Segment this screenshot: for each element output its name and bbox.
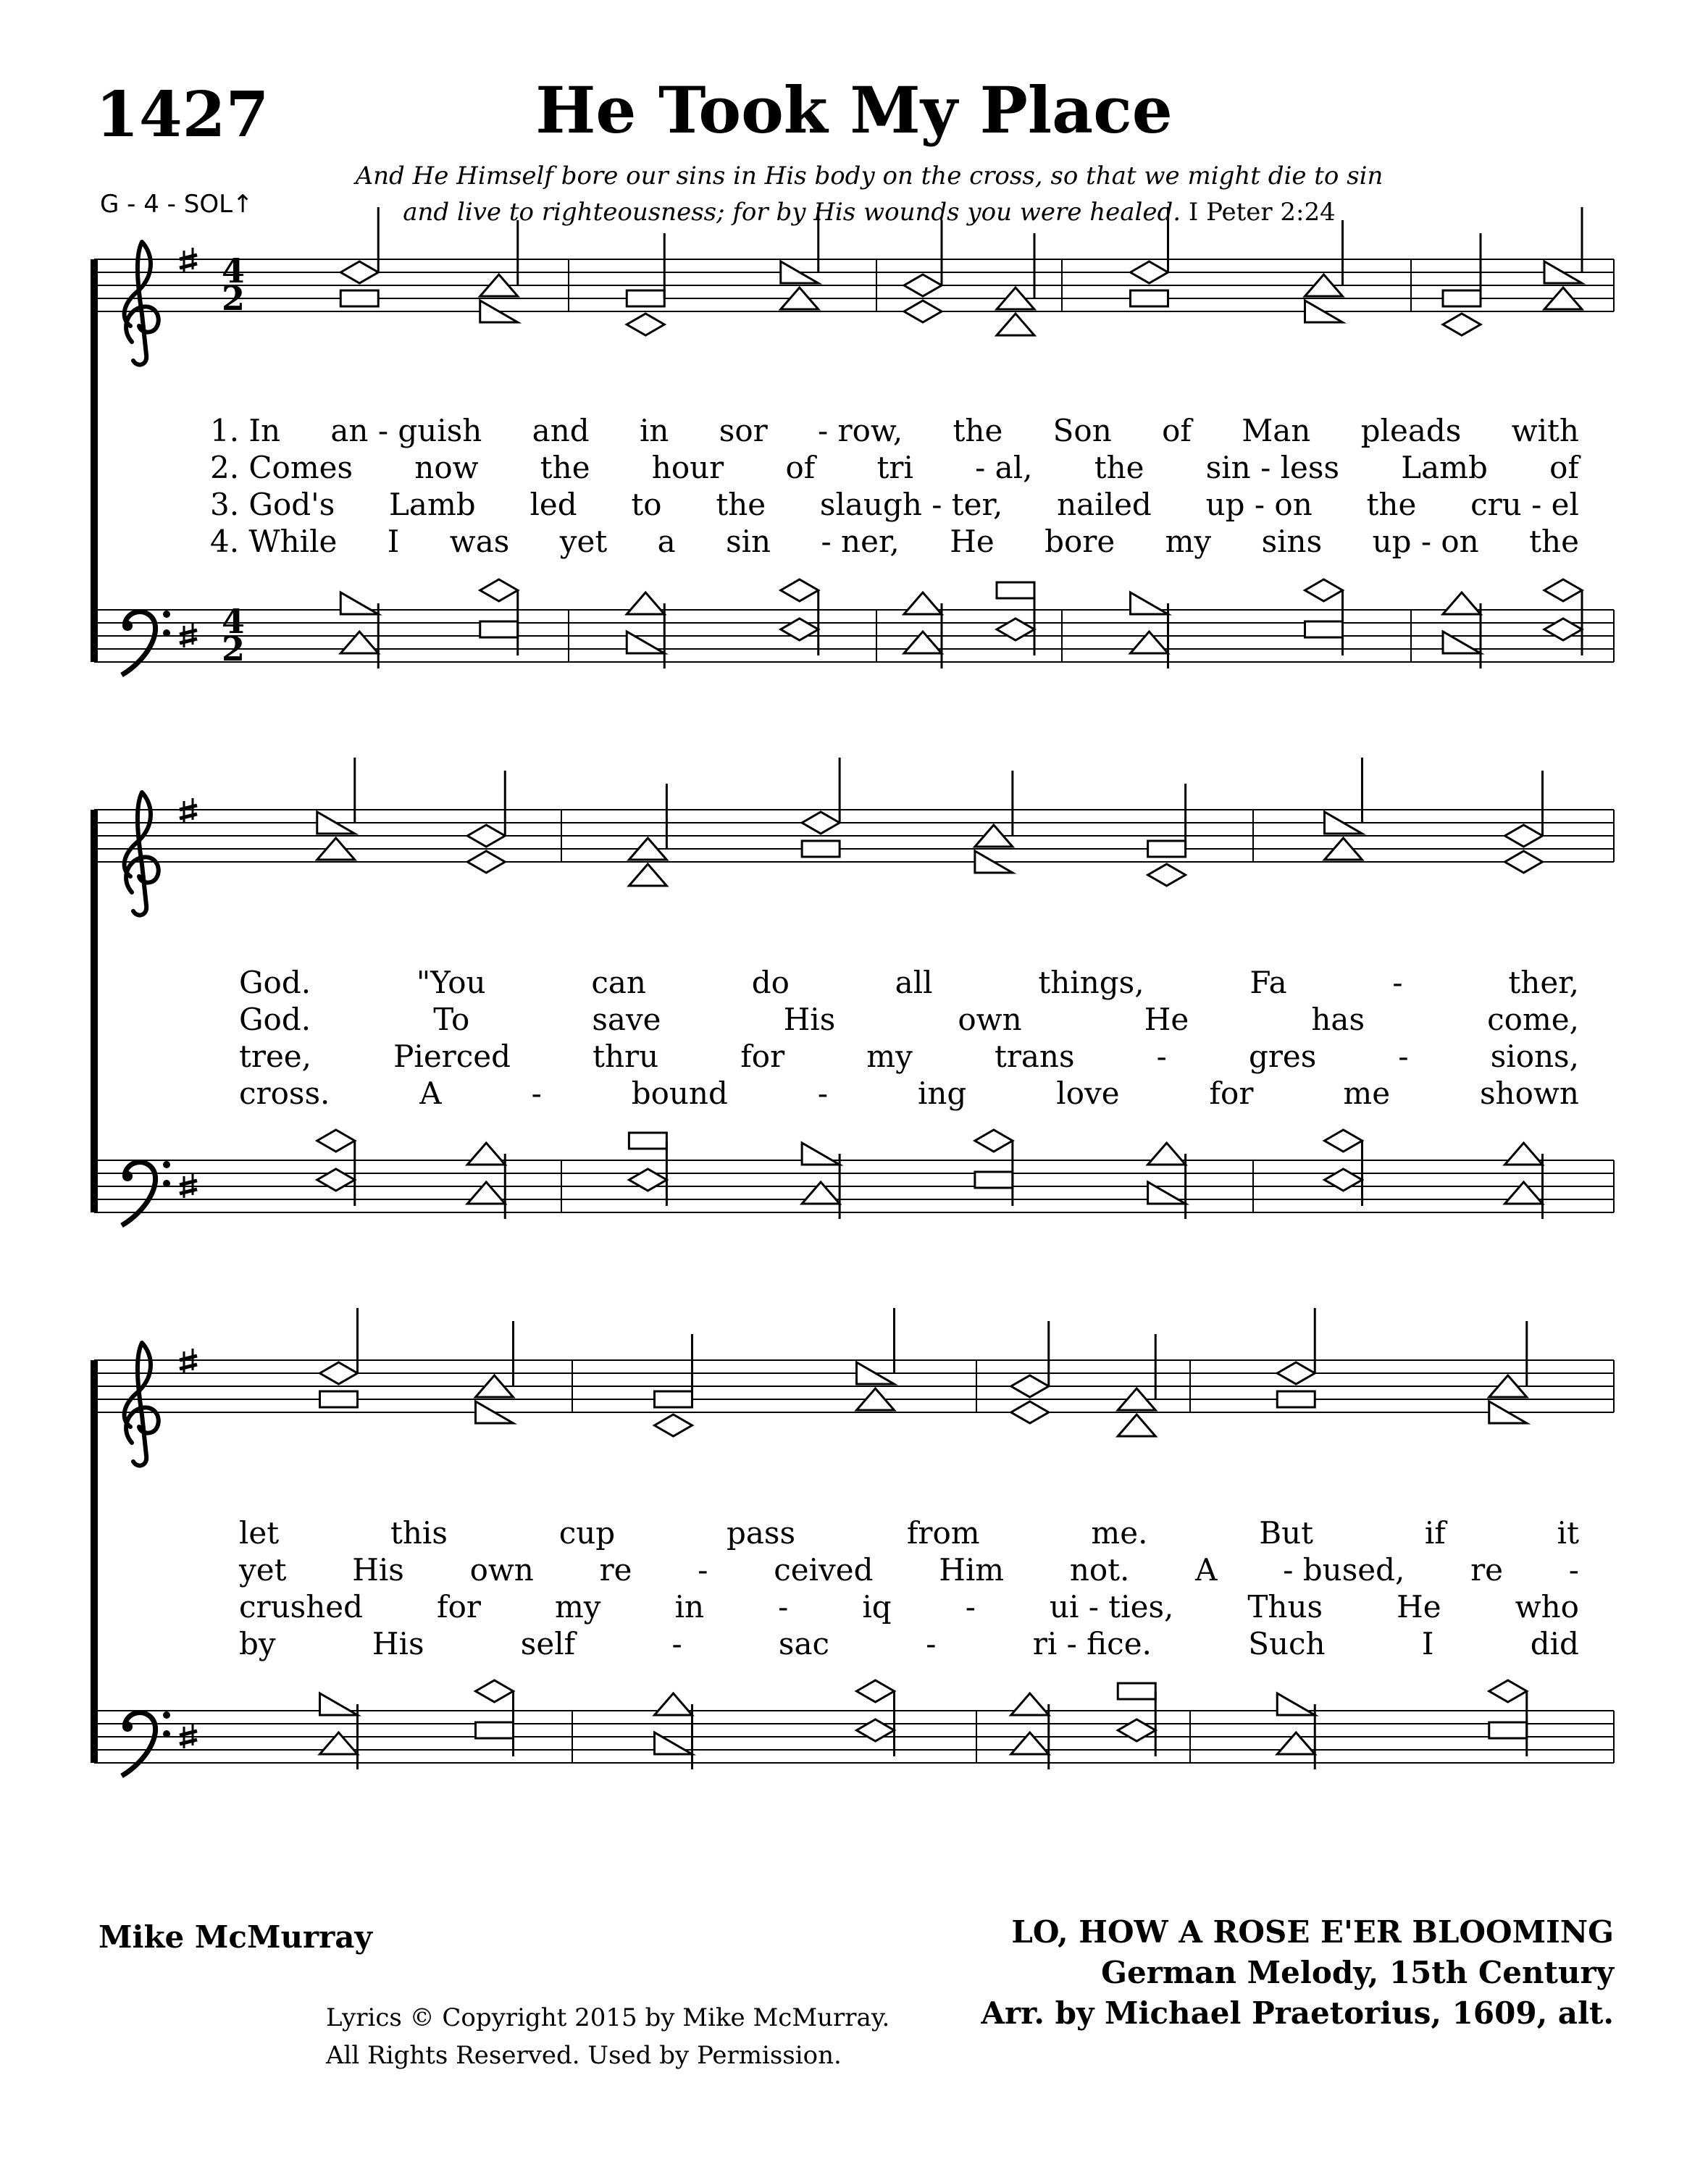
lyric-syllable: love [1056,1076,1120,1111]
lyric-syllable: - [531,1076,542,1111]
verse-line [239,1626,1579,1661]
hymn-title: He Took My Place [535,72,1173,148]
lyric-syllable: - [1392,965,1403,1000]
lyric-syllable: who [1515,1589,1579,1625]
hymn-number: 1427 [96,78,269,151]
lyric-syllable: bound [631,1076,728,1111]
lyric-syllable: it [1557,1515,1579,1551]
lyric-syllable: iq [862,1589,892,1625]
lyric-syllable: ther, [1508,965,1579,1000]
lyric-syllable: was [449,524,510,559]
lyric-syllable: His [372,1626,424,1661]
lyric-syllable: to [631,487,662,522]
lyric-syllable: - [1156,1039,1167,1074]
lyric-syllable: pleads [1360,413,1462,448]
verse-line [239,1552,1579,1588]
lyric-syllable: Lamb [1401,450,1488,485]
lyric-syllable: re [1470,1552,1504,1588]
lyric-syllable: - ner, [821,524,900,559]
lyric-syllable: shown [1480,1076,1579,1111]
lyric-syllable: pass [727,1515,796,1551]
lyric-syllable: from [906,1515,980,1551]
verse-line [239,1076,1579,1111]
lyric-syllable: Man [1242,413,1311,448]
copyright-line-1: Lyrics © Copyright 2015 by Mike McMurray. [326,2003,890,2032]
lyric-syllable: A [1195,1552,1218,1588]
lyric-syllable: - bused, [1283,1552,1405,1588]
lyric-syllable: of [785,450,816,485]
lyric-syllable: "You [416,965,486,1000]
lyric-syllable: cru - el [1470,487,1579,522]
tune-name: LO, HOW A ROSE E'ER BLOOMING [1011,1914,1614,1950]
lyric-syllable: yet [239,1552,287,1588]
lyric-syllable: - [671,1626,682,1661]
lyric-syllable: Son [1052,413,1112,448]
lyric-syllable: Pierced [393,1039,511,1074]
lyric-syllable: yet [559,524,608,559]
lyric-syllable: Him [939,1552,1005,1588]
lyric-syllable: the [716,487,766,522]
lyric-syllable: the [1529,524,1579,559]
lyric-syllable: me [1343,1076,1391,1111]
lyric-syllable: this [390,1515,448,1551]
scripture-line-1: And He Himself bore our sins in His body on the cross, so that we might die to sin [355,162,1383,190]
lyric-syllable: tree, [239,1039,312,1074]
lyric-syllable: - [965,1589,976,1625]
lyric-syllable: my [1165,524,1212,559]
lyric-syllable: all [895,965,933,1000]
lyric-syllable: nailed [1057,487,1152,522]
key-label: G - 4 - SOL↑ [100,190,254,219]
copyright-notice [326,1999,889,2074]
verse-line [239,1515,1579,1551]
lyric-syllable: self [520,1626,576,1661]
lyric-syllable: - [778,1589,789,1625]
lyric-syllable: I [1421,1626,1434,1661]
lyric-syllable: in [674,1589,705,1625]
lyric-syllable: slaugh - ter, [819,487,1003,522]
lyric-syllable: for [740,1039,785,1074]
lyric-syllable: - [1568,1552,1579,1588]
lyric-syllable: crushed [239,1589,363,1625]
tune-info [981,1912,1614,2034]
lyric-syllable: cup [558,1515,616,1551]
lyric-syllable: ri - fice. [1032,1626,1152,1661]
lyric-syllable: - [817,1076,829,1111]
lyric-syllable: of [1162,413,1192,448]
lyric-syllable: ing [917,1076,967,1111]
lyric-syllable: sac [778,1626,830,1661]
time-signature-top: 4 [221,602,246,641]
lyric-syllable: in [639,413,669,448]
lyric-syllable: own [469,1552,534,1588]
verse-line [239,1039,1579,1074]
scripture-reference: I Peter 2:24 [1188,198,1336,227]
lyric-syllable: re [599,1552,632,1588]
lyric-syllable: an - guish [330,413,482,448]
lyric-syllable: sions, [1490,1039,1579,1074]
time-signature-top: 4 [221,251,246,290]
verse-line [210,487,1579,522]
lyric-syllable: a [657,524,676,559]
lyric-syllable: save [592,1002,661,1037]
lyric-syllable: - row, [818,413,903,448]
lyric-syllable: bore [1045,524,1115,559]
lyric-syllable: let [239,1515,280,1551]
lyric-syllable: sins [1261,524,1323,559]
lyric-syllable: His [352,1552,404,1588]
lyric-syllable: God. [239,1002,311,1037]
lyric-syllable: my [554,1589,601,1625]
copyright-line-2: All Rights Reserved. Used by Permission. [326,2041,842,2070]
lyric-syllable: the [540,450,590,485]
time-signature-bottom: 2 [221,279,246,318]
lyric-syllable: gres [1248,1039,1317,1074]
verse-line [239,1589,1579,1625]
lyric-syllable: thru [593,1039,659,1074]
lyric-syllable: with [1511,413,1579,448]
lyric-syllable: me. [1091,1515,1148,1551]
lyric-syllable: the [1094,450,1144,485]
lyric-syllable: - [698,1552,708,1588]
lyric-syllable: cross. [239,1076,330,1111]
lyric-syllable: 3. God's [210,487,335,522]
lyric-syllable: - [1398,1039,1409,1074]
lyric-syllable: To [433,1002,470,1037]
lyric-syllable: hour [651,450,724,485]
lyric-syllable: has [1311,1002,1365,1037]
lyric-syllable: come, [1487,1002,1579,1037]
lyric-syllable: sor [719,413,768,448]
lyric-syllable: A [419,1076,442,1111]
lyric-syllable: for [1209,1076,1254,1111]
lyric-syllable: the [953,413,1003,448]
time-signature-bottom: 2 [221,629,246,668]
lyric-syllable: Thus [1247,1589,1323,1625]
lyric-syllable: His [783,1002,836,1037]
lyric-syllable: 2. Comes [210,450,353,485]
arranger: Arr. by Michael Praetorius, 1609, alt. [981,1995,1614,2031]
lyric-syllable: for [437,1589,481,1625]
lyric-syllable: by [239,1626,276,1661]
lyric-syllable: He [950,524,995,559]
lyric-syllable: up - on [1372,524,1479,559]
lyric-syllable: Such [1248,1626,1326,1661]
lyric-syllable: trans [994,1039,1075,1074]
lyric-syllable: sin [726,524,771,559]
lyric-syllable: But [1259,1515,1314,1551]
lyric-syllable: Lamb [389,487,476,522]
lyric-syllable: can [591,965,646,1000]
lyric-syllable: up - on [1205,487,1313,522]
lyric-syllable: - [926,1626,937,1661]
lyric-syllable: 1. In [210,413,281,448]
lyric-syllable: God. [239,965,311,1000]
lyric-syllable: ui - ties, [1049,1589,1174,1625]
lyric-syllable: not. [1069,1552,1130,1588]
lyric-syllable: He [1144,1002,1189,1037]
verse-line [239,965,1579,1000]
lyric-syllable: Fa [1249,965,1287,1000]
lyric-syllable: ceived [774,1552,874,1588]
lyric-syllable: and [532,413,590,448]
verse-line [210,524,1579,559]
tune-origin: German Melody, 15th Century [1101,1955,1614,1990]
verse-line [210,450,1579,485]
lyric-syllable: sin - less [1205,450,1340,485]
lyric-syllable: of [1549,450,1579,485]
lyric-syllable: now [414,450,479,485]
verse-line [239,1002,1579,1037]
lyric-syllable: things, [1038,965,1144,1000]
scripture-line-2: and live to righteousness; for by His wounds you were healed. [403,198,1181,227]
lyric-syllable: He [1397,1589,1441,1625]
lyric-syllable: the [1366,487,1417,522]
lyric-syllable: own [958,1002,1022,1037]
lyric-syllable: - al, [975,450,1033,485]
author: Mike McMurray [99,1919,372,1955]
lyric-syllable: do [751,965,790,1000]
lyric-syllable: 4. While [210,524,338,559]
verse-line [210,413,1579,448]
lyric-syllable: my [866,1039,913,1074]
lyric-syllable: I [387,524,400,559]
lyric-syllable: tri [876,450,913,485]
lyric-syllable: did [1530,1626,1579,1661]
lyric-syllable: led [529,487,577,522]
lyric-syllable: if [1424,1515,1446,1551]
